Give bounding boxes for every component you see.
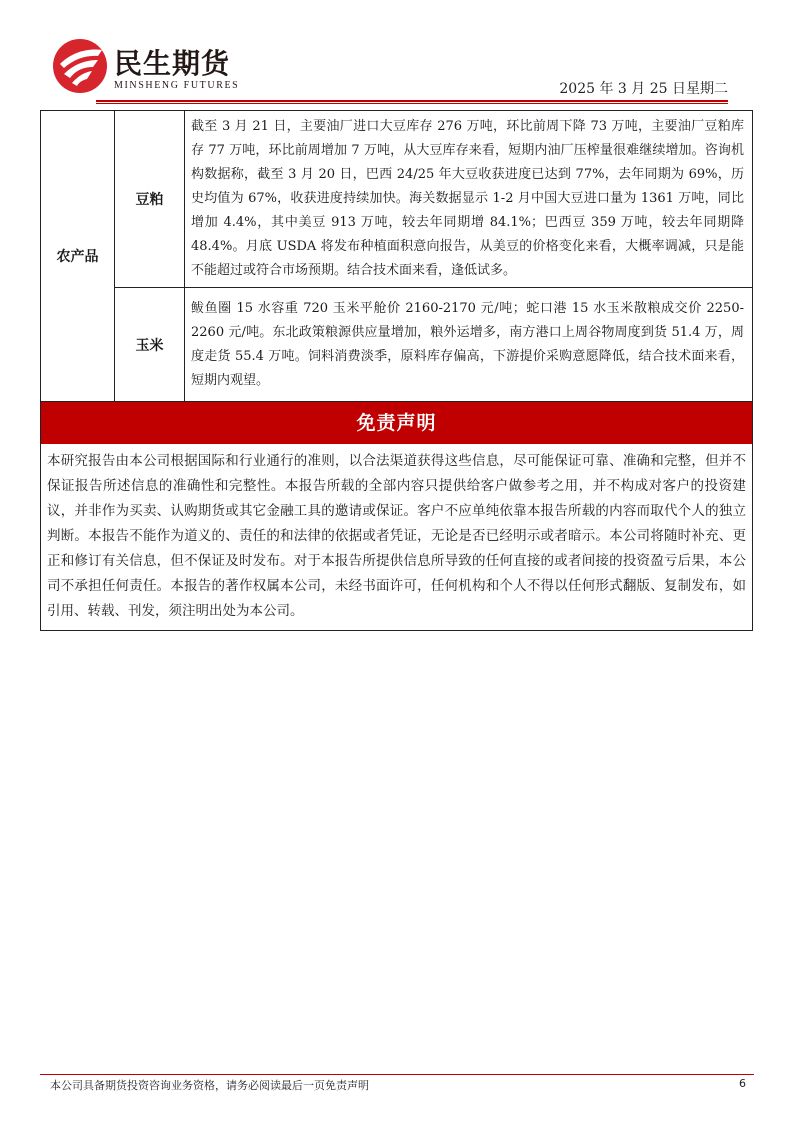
disclaimer-section <box>40 402 753 631</box>
disclaimer-body: 本研究报告由本公司根据国际和行业通行的准则，以合法渠道获得这些信息，尽可能保证可靠、准确和完整，但并不保证报告所述信息的准确性和完整性。本报告所载的全部内容只提供给客户做参考之用，并不构成对客户的投资建议，并非作为买卖、认购期货或其它金融工具的邀请或保证。客户不应单纯依靠本报告所载的内容而取代个人的独立判断。本报告不能作为道义的、责任的和法律的依据或者凭证，无论是否已经明示或者暗示。本公司将随时补充、更正和修订有关信息，但不保证及时发布。对于本报告所提供信息所导致的任何直接的或者间接的投资盈亏后果，本公司不承担任何责任。本报告的著作权属本公司，未经书面许可，任何机构和个人不得以任何形式翻版、复制发布，如引用、转载、刊发，须注明出处为本公司。 <box>47 453 746 619</box>
corn-commentary: 鲅鱼圈 15 水容重 720 玉米平舱价 2160-2170 元/吨；蛇口港 15 水玉米散粮成交价 2250-2260 元/吨。东北政策粮源供应量增加，粮外运增多，南方港口上周谷物周度到货 51.4 万，周度走货 55.4 万吨。饲料消费淡季，原料库存偏高，下游提价采购意愿降低，结合技术面来看，短期内观望。 <box>185 288 753 402</box>
table-row-soymeal <box>41 111 753 288</box>
brand-logo <box>52 38 240 100</box>
product-soymeal: 豆粕 <box>115 111 185 288</box>
soymeal-commentary: 截至 3 月 21 日，主要油厂进口大豆库存 276 万吨，环比前周下降 73 万吨，主要油厂豆粕库存 77 万吨，环比前周增加 7 万吨，从大豆库存来看，短期内油厂压榨量很难继续增加。咨询机构数据称，截至 3 月 20 日，巴西 24/25 年大豆收获进度已达到 77%，去年同期为 69%，历史均值为 67%，收获进度持续加快。海关数据显示 1-2 月中国大豆进口量为 1361 万吨，同比增加 4.4%，其中美豆 913 万吨，较去年同期增 84.1%；巴西豆 359 万吨，较去年同期降 48.4%。月底 USDA 将发布种植面积意向报告，从美豆的价格变化来看，大概率调减，只是能不能超过或符合市场预期。结合技术面来看，逢低试多。 <box>185 111 753 288</box>
header-divider <box>96 100 728 102</box>
header-divider-thin <box>96 103 728 104</box>
product-corn: 玉米 <box>115 288 185 402</box>
disclaimer-title: 免责声明 <box>41 402 752 444</box>
brand-name-cn: 民生期货 <box>114 47 231 80</box>
footer-divider <box>40 1074 754 1075</box>
table-row-corn <box>41 288 753 402</box>
agri-products-table <box>40 110 753 402</box>
brand-name-en: MINSHENG FUTURES <box>114 80 240 91</box>
page-number: 6 <box>739 1077 746 1090</box>
report-content <box>40 110 753 631</box>
category-cell: 农产品 <box>41 111 115 402</box>
report-date: 2025 年 3 月 25 日星期二 <box>559 81 728 97</box>
minsheng-logo-icon <box>52 38 108 94</box>
footer-notice: 本公司具备期货投资咨询业务资格，请务必阅读最后一页免责声明 <box>50 1079 369 1092</box>
